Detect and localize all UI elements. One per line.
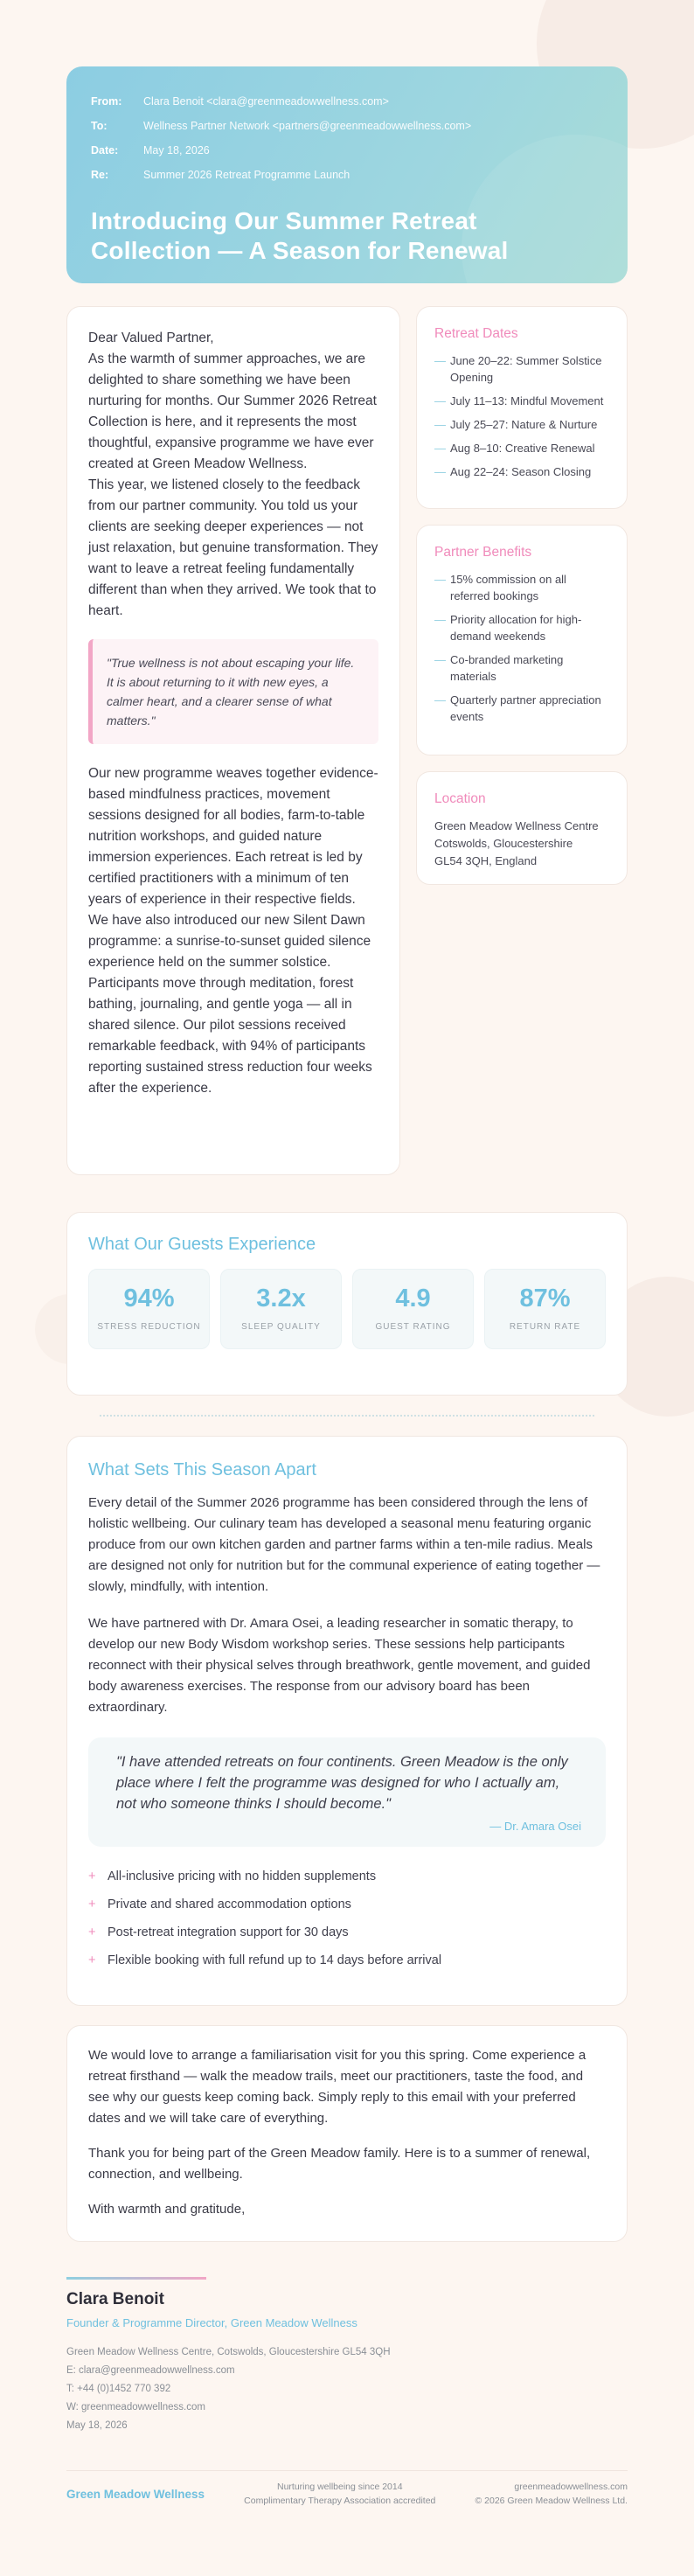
email-container [66, 0, 628, 2508]
dash-icon: — [434, 442, 446, 455]
signature-role: Founder & Programme Director, Green Meadow Wellness [66, 2316, 357, 2329]
paragraph: We have partnered with Dr. Amara Osei, a leading researcher in somatic therapy, to develop our new Body Wisdom workshop series. These sessions help participants reconnect with their physical selves through breathwork, gentle movement, and guided body awareness exercises. The response from our advisory board has been extraordinary. [88, 1616, 591, 1715]
list-item: + Flexible booking with full refund up to 14 days before arrival [88, 1953, 442, 1967]
stat-value: 3.2x [256, 1285, 306, 1312]
stat-value: 87% [519, 1285, 571, 1312]
to-label: To: [91, 120, 108, 132]
list-item: — 15% commission on all referred bookings [434, 573, 566, 602]
paragraph: This year, we listened closely to the feedback from our partner community. You told us your clients are seeking deeper experiences — not just relaxation, but genuine transformation. They want to leave a retreat feeling fundamentally different than when they arrived. We took that to heart. [88, 477, 378, 618]
sign-off: With warmth and gratitude, [88, 2202, 246, 2217]
stat-label: GUEST RATING [375, 1322, 451, 1332]
stat-sleep-quality [220, 1269, 342, 1349]
list-item: — Co-branded marketing materials [434, 653, 564, 683]
footer-right [475, 2480, 628, 2508]
paragraph: We would love to arrange a familiarisation visit for you this spring. Come experience a retreat firsthand — walk the meadow trails, meet our practitioners, taste the food, and see why our guests keep coming back. Simply reply to this email with your preferred dates and we will take care of everything. [88, 2048, 586, 2126]
season-apart-card [66, 1436, 628, 2006]
testimonial-author: — Dr. Amara Osei [489, 1820, 581, 1833]
sidebar [416, 306, 628, 885]
signature-email[interactable]: E: clara@greenmeadowwellness.com [66, 2365, 235, 2376]
footer-center [244, 2480, 435, 2508]
testimonial-quote: "I have attended retreats on four continents. Green Meadow is the only place where I felt the programme was designed for who I actually am, not who someone thinks I should become." [116, 1754, 568, 1812]
location-line: Cotswolds, Gloucestershire [434, 837, 573, 850]
signature-details [66, 2343, 628, 2435]
plus-icon: + [88, 1897, 96, 1911]
location-card [416, 771, 628, 885]
subject-label: Re: [91, 169, 109, 181]
from-label: From: [91, 95, 122, 108]
stats-title: What Our Guests Experience [88, 1235, 316, 1254]
plus-icon: + [88, 1953, 96, 1967]
stat-label: RETURN RATE [509, 1322, 581, 1332]
subject-row [91, 163, 603, 187]
list-item: — Priority allocation for high-demand weekends [434, 613, 582, 643]
list-item: + All-inclusive pricing with no hidden supplements [88, 1869, 377, 1883]
paragraph: Our new programme weaves together evidence-based mindfulness practices, movement sessions designed for all bodies, farm-to-table nutrition workshops, and guided nature immersion experiences. Each retreat is led by certified practitioners with a minimum of ten years of experience in their respective fields. [88, 766, 378, 907]
list-item: + Post-retreat integration support for 30 days [88, 1925, 349, 1939]
feature-list [88, 1868, 606, 1969]
signature-phone[interactable]: T: +44 (0)1452 770 392 [66, 2384, 171, 2394]
subject-value: Summer 2026 Retreat Programme Launch [143, 169, 350, 181]
signature-accent-line [66, 2277, 206, 2280]
to-row [91, 114, 603, 138]
signature-website[interactable]: W: greenmeadowwellness.com [66, 2402, 205, 2412]
two-column-section [66, 306, 628, 1175]
footer-accreditation: Complimentary Therapy Association accredited [244, 2496, 436, 2506]
stats-grid [88, 1269, 606, 1349]
plus-icon: + [88, 1925, 96, 1939]
testimonial-block [88, 1737, 606, 1847]
stat-guest-rating [352, 1269, 474, 1349]
date-value: May 18, 2026 [143, 144, 210, 157]
dash-icon: — [434, 693, 446, 707]
list-item: — Aug 22–24: Season Closing [434, 465, 592, 478]
dash-icon: — [434, 418, 446, 431]
plus-icon: + [88, 1869, 96, 1883]
dash-icon: — [434, 613, 446, 626]
closing-card [66, 2025, 628, 2242]
list-item: — Aug 8–10: Creative Renewal [434, 442, 595, 455]
paragraph: We have also introduced our new Silent Dawn programme: a sunrise-to-sunset guided silence experience held on the summer solstice. Participants move through meditation, forest bathing, journaling, and gentle yoga — all in shared silence. Our pilot sessions received remarkable feedback, with 94% of participants reporting sustained stress reduction four weeks after the experience. [88, 913, 372, 1096]
location-title: Location [434, 791, 486, 806]
date-row [91, 138, 603, 163]
list-item: + Private and shared accommodation options [88, 1897, 351, 1911]
stat-label: SLEEP QUALITY [241, 1322, 321, 1332]
dash-icon: — [434, 573, 446, 586]
stat-stress-reduction [88, 1269, 210, 1349]
list-item: — June 20–22: Summer Solstice Opening [434, 354, 602, 384]
signature-date: May 18, 2026 [66, 2420, 128, 2431]
location-line: GL54 3QH, England [434, 854, 538, 867]
list-item: — Quarterly partner appreciation events [434, 693, 601, 723]
greeting: Dear Valued Partner, [88, 331, 214, 345]
email-header [66, 66, 628, 283]
list-item: — July 25–27: Nature & Nurture [434, 418, 598, 431]
dash-icon: — [434, 465, 446, 478]
stat-value: 4.9 [395, 1285, 431, 1312]
stat-label: STRESS REDUCTION [97, 1322, 201, 1332]
date-label: Date: [91, 144, 119, 157]
from-value[interactable]: Clara Benoit <clara@greenmeadowwellness.com> [143, 95, 389, 108]
list-item: — July 11–13: Mindful Movement [434, 394, 604, 407]
dash-icon: — [434, 653, 446, 666]
footer-copyright: © 2026 Green Meadow Wellness Ltd. [475, 2496, 628, 2506]
dotted-divider [100, 1415, 594, 1417]
letter-card [66, 306, 400, 1175]
paragraph: As the warmth of summer approaches, we are delighted to share something we have been nurturing for months. Our Summer 2026 Retreat Collection is here, and it represents the most thoughtful, expansive programme we have ever created at Green Meadow Wellness. [88, 352, 377, 471]
footer [66, 2471, 628, 2508]
retreat-dates-card [416, 306, 628, 509]
footer-site-link[interactable]: greenmeadowwellness.com [514, 2482, 628, 2492]
retreat-dates-title: Retreat Dates [434, 326, 518, 341]
paragraph: Every detail of the Summer 2026 programme has been considered through the lens of holistic wellbeing. Our culinary team has developed a seasonal menu featuring organic produce from our own kitchen garden and partner farms within a ten-mile radius. Meals are designed not only for nutrition but for the communal experience of eating together — slowly, mindfully, with intention. [88, 1495, 600, 1594]
footer-brand: Green Meadow Wellness [66, 2487, 205, 2501]
dash-icon: — [434, 394, 446, 407]
email-headline: Introducing Our Summer Retreat Collection — A Season for Renewal [91, 207, 509, 264]
stats-card [66, 1212, 628, 1396]
paragraph: Thank you for being part of the Green Meadow family. Here is to a summer of renewal, connection, and wellbeing. [88, 2146, 591, 2182]
season-apart-title: What Sets This Season Apart [88, 1460, 316, 1479]
stat-value: 94% [123, 1285, 175, 1312]
dash-icon: — [434, 354, 446, 367]
stat-return-rate [484, 1269, 606, 1349]
footer-tagline: Nurturing wellbeing since 2014 [276, 2482, 403, 2492]
partner-benefits-title: Partner Benefits [434, 545, 532, 560]
signature-address: Green Meadow Wellness Centre, Cotswolds, Gloucestershire GL54 3QH [66, 2347, 391, 2357]
signature-block [66, 2277, 628, 2435]
quote-block: "True wellness is not about escaping your life. It is about returning to it with new eyes, a calmer heart, and a clearer sense of what matters." [88, 639, 378, 744]
partner-benefits-card [416, 525, 628, 755]
location-line: Green Meadow Wellness Centre [434, 819, 599, 832]
signature-name: Clara Benoit [66, 2290, 164, 2308]
from-row [91, 89, 603, 114]
to-value[interactable]: Wellness Partner Network <partners@greenmeadowwellness.com> [143, 120, 472, 132]
